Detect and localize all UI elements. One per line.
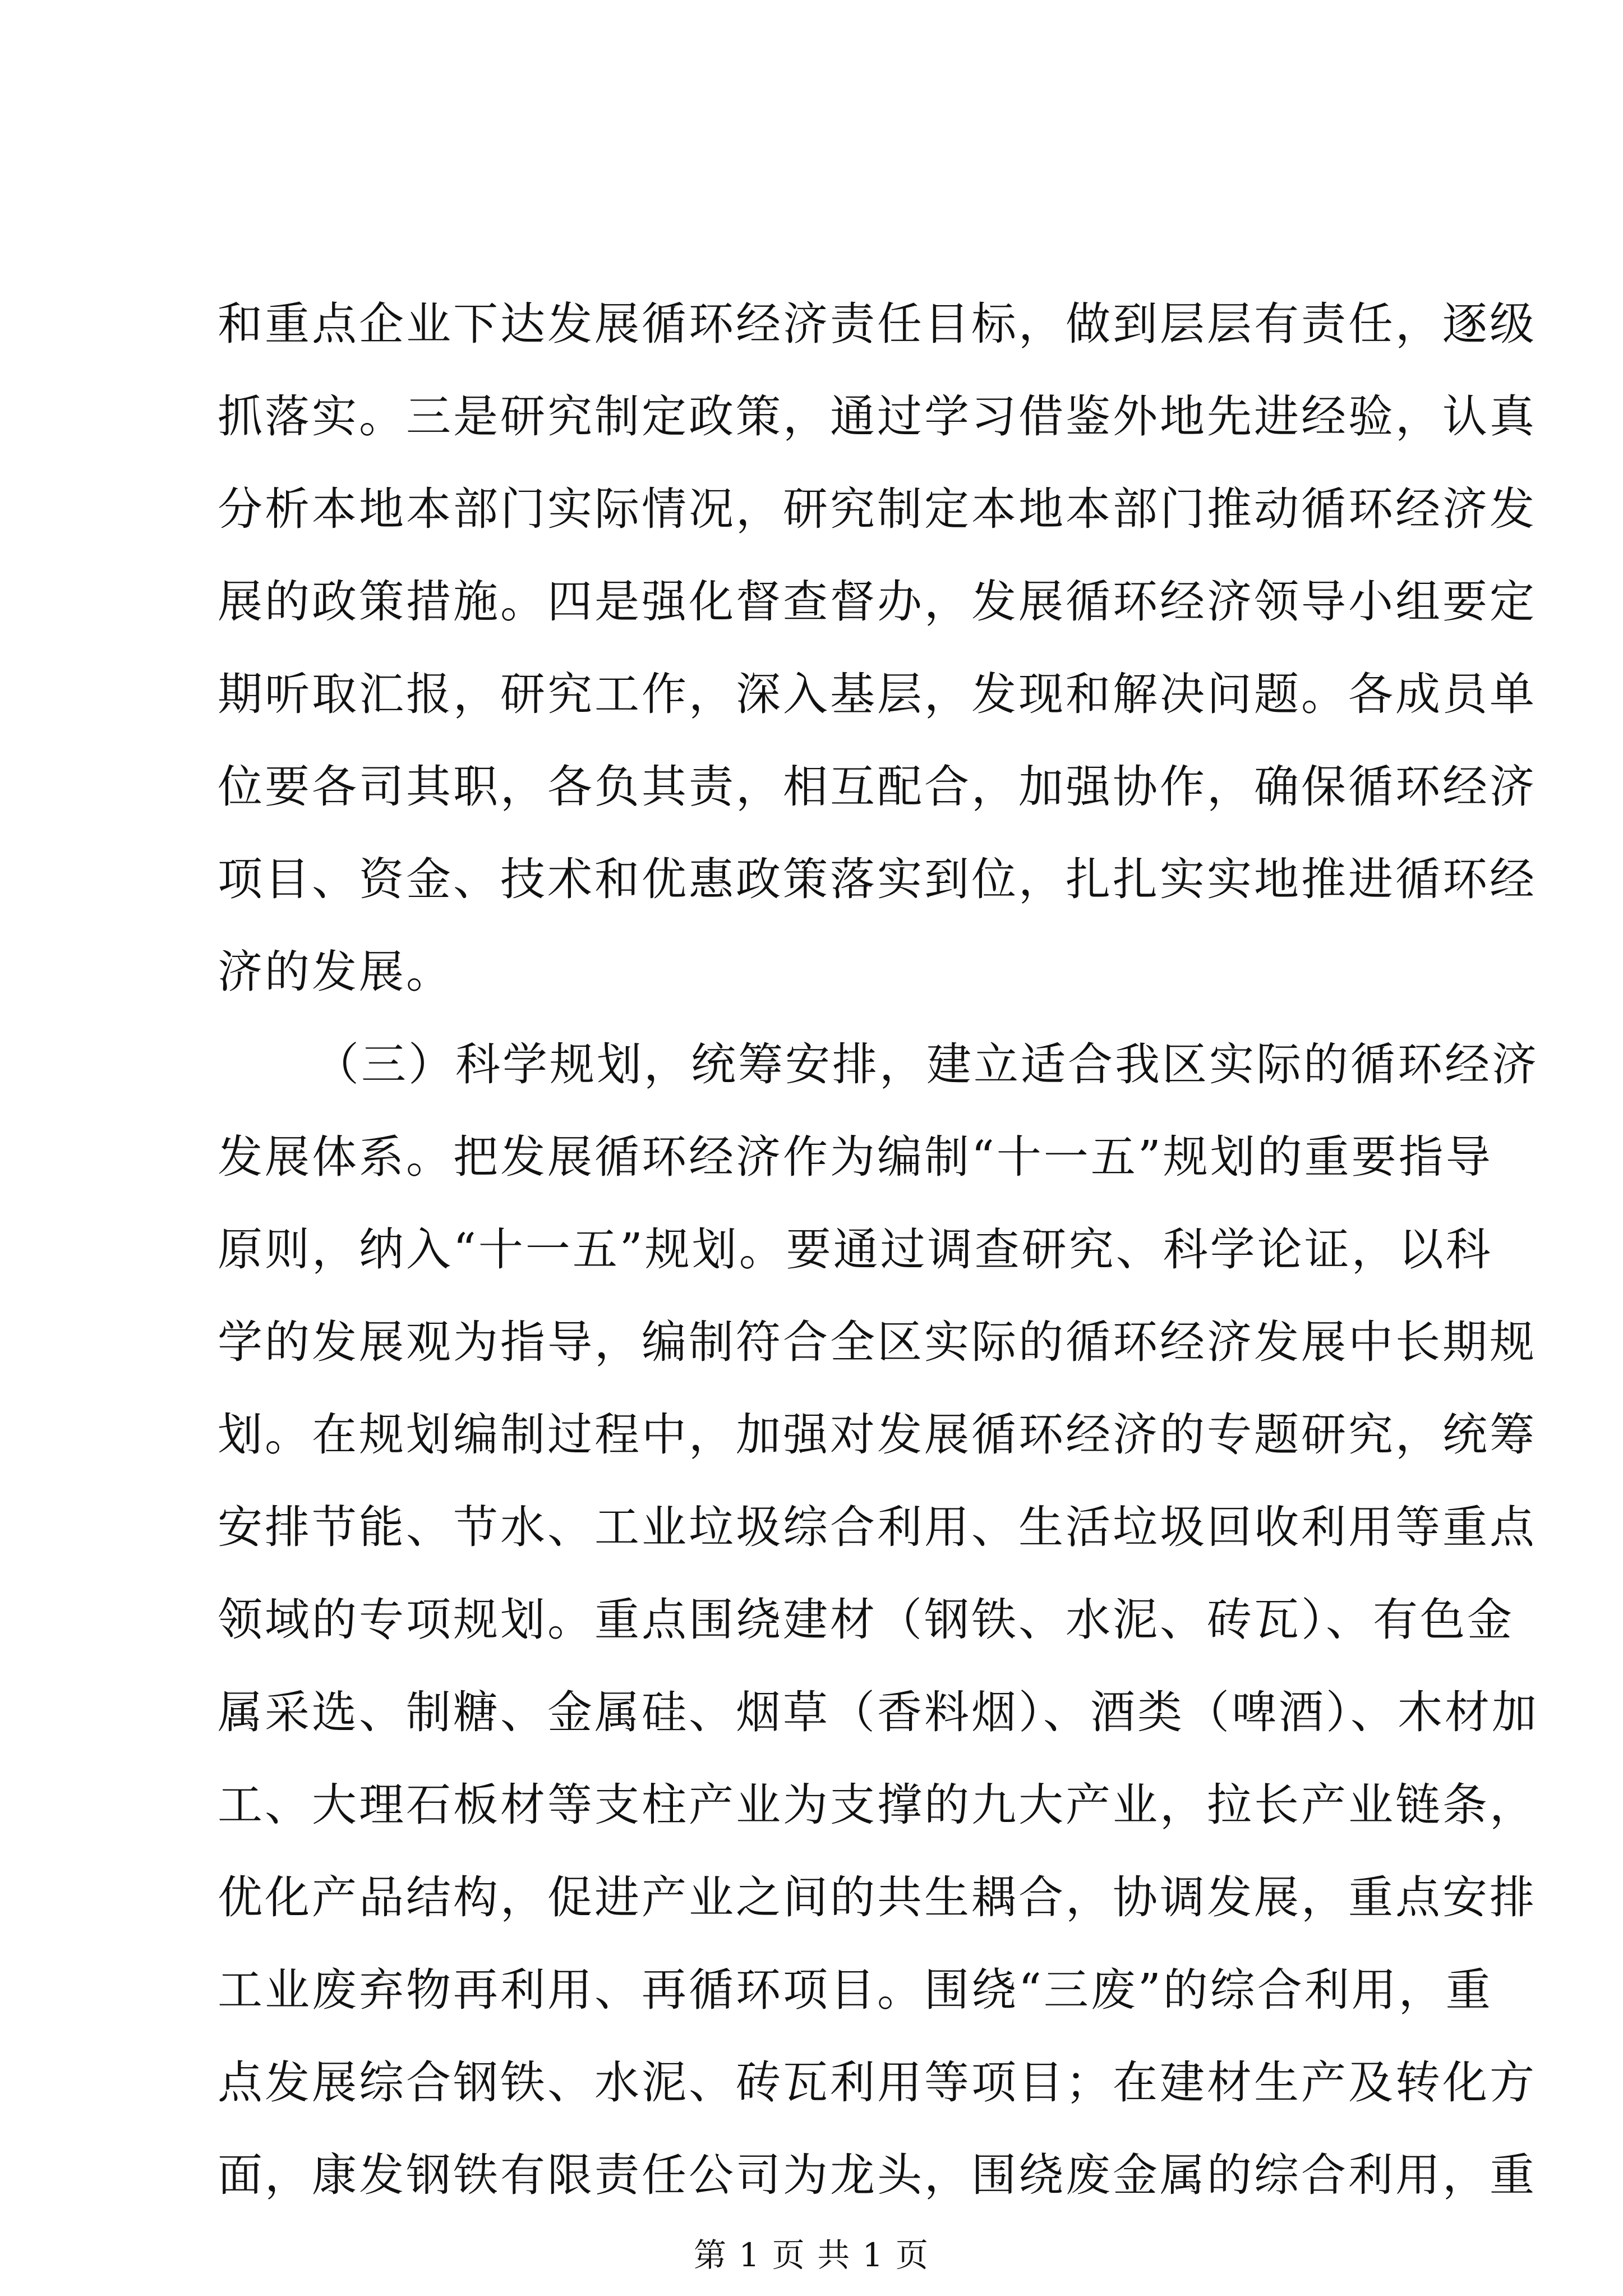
section-heading-line: （三）科学规划，统筹安排，建立适合我区实际的循环经济 bbox=[314, 1038, 1539, 1091]
text-line: 抓落实。三是研究制定政策，通过学习借鉴外地先进经验，认真 bbox=[218, 390, 1537, 443]
text-line: 和重点企业下达发展循环经济责任目标，做到层层有责任，逐级 bbox=[218, 298, 1537, 350]
text-line: 划。在规划编制过程中，加强对发展循环经济的专题研究，统筹 bbox=[218, 1409, 1537, 1461]
text-line: 工业废弃物再利用、再循环项目。围绕“三废”的综合利用，重 bbox=[218, 1964, 1493, 2016]
page-footer: 第 1 页 共 1 页 bbox=[694, 2236, 929, 2274]
text-line: 展的政策措施。四是强化督查督办，发展循环经济领导小组要定 bbox=[218, 576, 1537, 628]
text-line: 面，康发钢铁有限责任公司为龙头，围绕废金属的综合利用，重 bbox=[218, 2149, 1537, 2201]
text-line: 原则，纳入“十一五”规划。要通过调查研究、科学论证，以科 bbox=[218, 1223, 1493, 1276]
text-line: 项目、资金、技术和优惠政策落实到位，扎扎实实地推进循环经 bbox=[218, 853, 1537, 905]
text-line: 期听取汇报，研究工作，深入基层，发现和解决问题。各成员单 bbox=[218, 668, 1537, 720]
text-line: 分析本地本部门实际情况，研究制定本地本部门推动循环经济发 bbox=[218, 483, 1537, 535]
text-line: 属采选、制糖、金属硅、烟草（香料烟）、酒类（啤酒）、木材加 bbox=[218, 1686, 1539, 1738]
text-line: 济的发展。 bbox=[218, 946, 453, 998]
text-line: 安排节能、节水、工业垃圾综合利用、生活垃圾回收利用等重点 bbox=[218, 1501, 1537, 1553]
text-line: 学的发展观为指导，编制符合全区实际的循环经济发展中长期规 bbox=[218, 1316, 1537, 1368]
text-line: 优化产品结构，促进产业之间的共生耦合，协调发展，重点安排 bbox=[218, 1871, 1537, 1924]
text-line: 位要各司其职，各负其责，相互配合，加强协作，确保循环经济 bbox=[218, 761, 1537, 813]
text-line: 点发展综合钢铁、水泥、砖瓦利用等项目；在建材生产及转化方 bbox=[218, 2056, 1537, 2109]
text-line: 发展体系。把发展循环经济作为编制“十一五”规划的重要指导 bbox=[218, 1131, 1493, 1183]
text-line: 工、大理石板材等支柱产业为支撑的九大产业，拉长产业链条， bbox=[218, 1779, 1537, 1831]
text-line: 领域的专项规划。重点围绕建材（钢铁、水泥、砖瓦）、有色金 bbox=[218, 1594, 1514, 1646]
